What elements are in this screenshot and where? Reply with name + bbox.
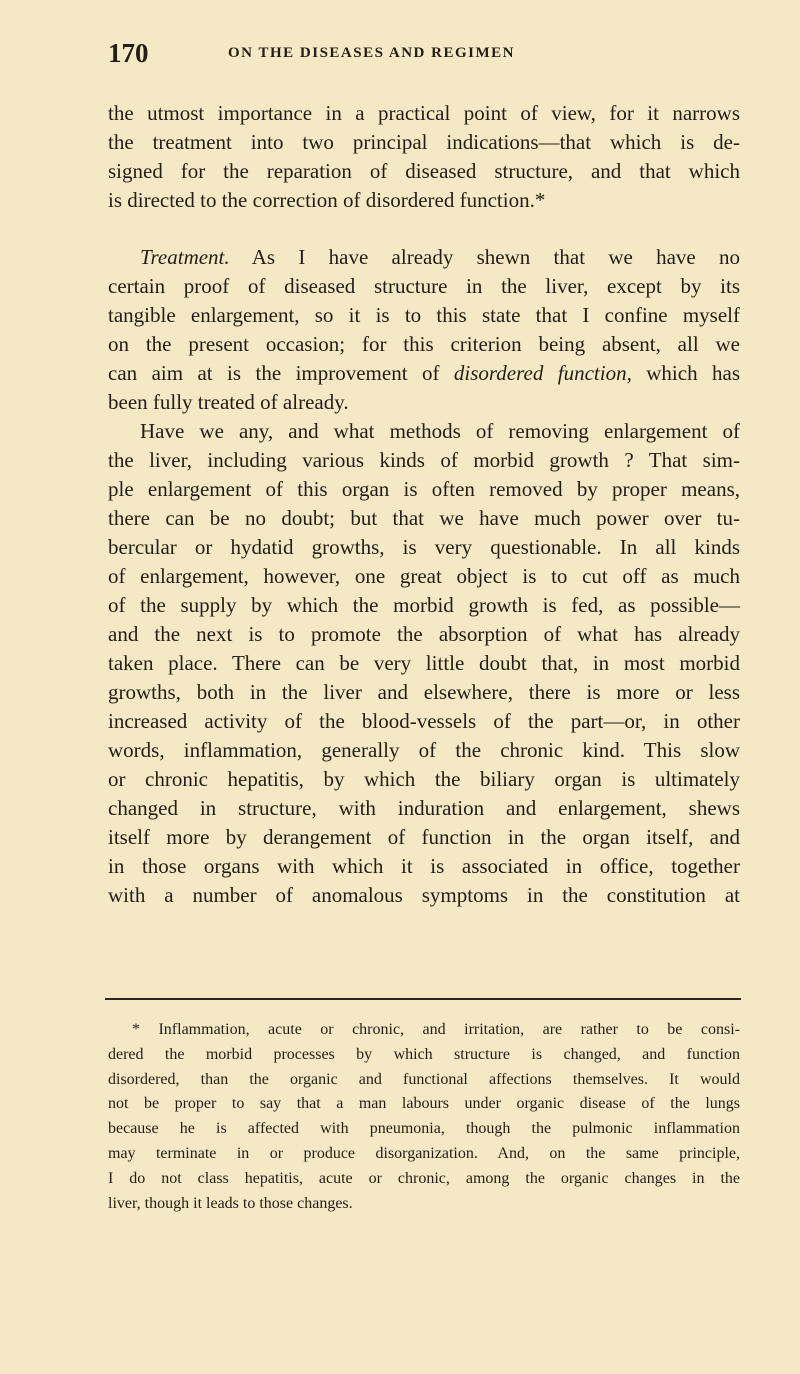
text-line: signed for the reparation of diseased structure, and that which: [108, 159, 740, 183]
text-span: which has: [631, 361, 740, 385]
body-text: [108, 99, 740, 910]
text-line: [108, 243, 740, 272]
text-line: or chronic hepatitis, by which the biliary organ is ultimately: [108, 767, 740, 791]
text-line: itself more by derangement of function in the organ itself, and: [108, 825, 740, 849]
footnote-line: disordered, than the organic and functional affections themselves. It would: [108, 1070, 740, 1088]
text-line: the treatment into two principal indications—that which is de-: [108, 130, 740, 154]
footnote-line: because he is affected with pneumonia, though the pulmonic inflammation: [108, 1120, 740, 1138]
footnote-line: not be proper to say that a man labours under organic disease of the lungs: [108, 1095, 740, 1113]
text-line: with a number of anomalous symptoms in the constitution at: [108, 883, 740, 907]
text-line: taken place. There can be very little doubt that, in most morbid: [108, 651, 740, 675]
text-line: of the supply by which the morbid growth is fed, as possible—: [108, 593, 740, 617]
paragraph: [108, 417, 740, 910]
text-line: is directed to the correction of disordered function.*: [108, 188, 546, 212]
text-line: been fully treated of already.: [108, 390, 349, 414]
text-line: on the present occasion; for this criterion being absent, all we: [108, 332, 740, 356]
text-line: tangible enlargement, so it is to this state that I confine myself: [108, 303, 740, 327]
text-line: growths, both in the liver and elsewhere, there is more or less: [108, 680, 740, 704]
text-line: in those organs with which it is associated in office, together: [108, 854, 740, 878]
text-line: certain proof of diseased structure in the liver, except by its: [108, 274, 740, 298]
page-number: 170: [108, 38, 149, 68]
text-line: of enlargement, however, one great object is to cut off as much: [108, 564, 740, 588]
text-span: can aim at is the improvement of: [108, 361, 454, 385]
footnote-rule: [105, 998, 741, 1000]
footnote-line: I do not class hepatitis, acute or chronic, among the organic changes in the: [108, 1169, 740, 1187]
text-span: As I have already shewn that we have no: [229, 245, 740, 269]
text-line: [108, 359, 740, 388]
text-line: the liver, including various kinds of morbid growth ? That sim-: [108, 448, 740, 472]
text-line: changed in structure, with induration and enlargement, shews: [108, 796, 740, 820]
footnote-line: may terminate in or produce disorganization. And, on the same principle,: [108, 1144, 740, 1162]
text-line: words, inflammation, generally of the chronic kind. This slow: [108, 738, 740, 762]
footnote: [108, 1018, 740, 1216]
text-line: bercular or hydatid growths, is very questionable. In all kinds: [108, 535, 740, 559]
text-line: Have we any, and what methods of removing enlargement of: [140, 419, 740, 443]
footnote-line: liver, though it leads to those changes.: [108, 1194, 353, 1212]
text-line: ple enlargement of this organ is often removed by proper means,: [108, 477, 740, 501]
paragraph-gap: [108, 215, 740, 243]
italic-text: disordered function,: [453, 361, 632, 385]
paragraph: [108, 243, 740, 417]
text-line: increased activity of the blood-vessels of the part—or, in other: [108, 709, 740, 733]
footnote-line: * Inflammation, acute or chronic, and irritation, are rather to be consi-: [132, 1021, 740, 1038]
italic-text: Treatment.: [140, 245, 230, 269]
paragraph: [108, 99, 740, 215]
running-head: ON THE DISEASES AND REGIMEN: [228, 45, 515, 61]
text-line: and the next is to promote the absorption of what has already: [108, 622, 740, 646]
text-line: the utmost importance in a practical point of view, for it narrows: [108, 101, 740, 125]
text-line: there can be no doubt; but that we have much power over tu-: [108, 506, 740, 530]
footnote-line: dered the morbid processes by which structure is changed, and function: [108, 1045, 740, 1063]
